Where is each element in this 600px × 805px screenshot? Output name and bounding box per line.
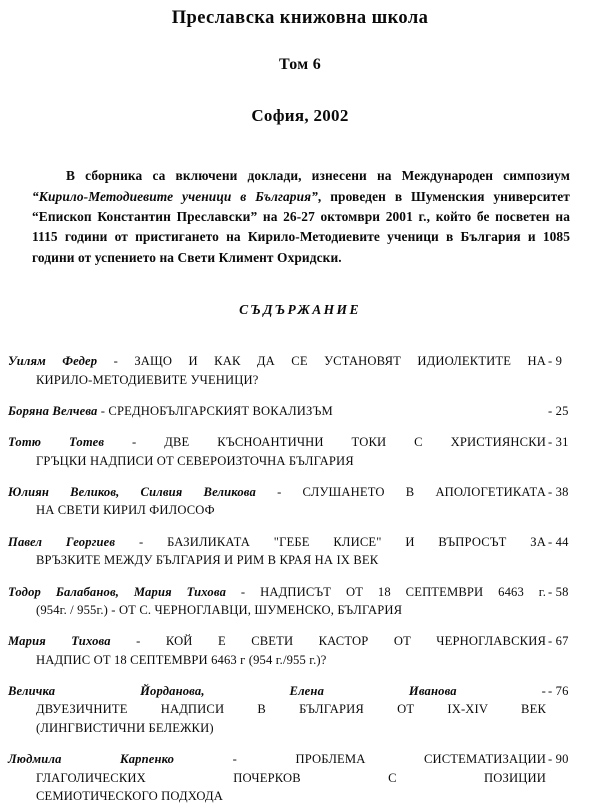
toc-entry-continuation-line (8, 551, 546, 569)
toc-entry-first-line (8, 632, 546, 650)
toc-entry-lines (8, 632, 546, 669)
toc-entry-continuation-line (8, 601, 546, 619)
toc-entry-title: ЗАЩО И КАК ДА СЕ УСТАНОВЯТ ИДИОЛЕКТИТЕ НА (134, 354, 546, 369)
toc-entry-author: Величка Йорданова, Елена Иванова (8, 684, 457, 699)
toc-entry-title: КИРИЛО-МЕТОДИЕВИТЕ УЧЕНИЦИ? (36, 372, 259, 387)
toc-entry-title: ДВУЕЗИЧНИТЕ НАДПИСИ В БЪЛГАРИЯ ОТ IX-XIV ВЕК (36, 702, 546, 717)
toc-entry-title: СЕМИОТИЧЕСКОГО ПОДХОДА (36, 788, 223, 803)
toc-entry[interactable] (8, 352, 592, 389)
toc-entry-title: (ЛИНГВИСТИЧНИ БЕЛЕЖКИ) (36, 720, 214, 735)
toc-entry-title: НАДПИС ОТ 18 СЕПТЕМВРИ 6463 г (954 г./955 г.)? (36, 652, 327, 667)
book-title: Преславска книжовна школа (171, 8, 429, 28)
toc-entry-title: СРЕДНОБЪЛГАРСКИЯТ ВОКАЛИЗЪМ (108, 403, 333, 418)
toc-entry-lines (8, 402, 546, 420)
toc-entry-dash: - (110, 634, 166, 649)
toc-entry-lines (8, 750, 546, 805)
toc-entry-title: (954г. / 955г.) - ОТ С. ЧЕРНОГЛАВЦИ, ШУМЕНСКО, БЪЛГАРИЯ (36, 602, 403, 617)
toc-entry[interactable] (8, 402, 592, 420)
toc-entry-author: Людмила Карпенко (8, 752, 175, 767)
toc-entry-continuation-line (8, 452, 546, 470)
toc-entry-dash: - (97, 403, 109, 418)
table-of-contents (8, 352, 592, 805)
toc-entry-first-line (8, 352, 546, 370)
toc-entry-title: БАЗИЛИКАТА "ГЕБЕ КЛИСЕ" И ВЪПРОСЪТ ЗА (167, 534, 546, 549)
toc-entry-title: ГЛАГОЛИЧЕСКИХ ПОЧЕРКОВ С ПОЗИЦИИ (36, 770, 546, 785)
toc-entry[interactable] (8, 682, 592, 737)
toc-entry-page-number: - 90 (548, 752, 569, 767)
toc-entry-dash: - (226, 584, 261, 599)
toc-entry-page-number: - 58 (548, 584, 569, 599)
toc-entry-first-line (8, 750, 546, 768)
toc-entry-title: ДВЕ КЪСНОАНТИЧНИ ТОКИ С ХРИСТИЯНСКИ (164, 435, 546, 450)
toc-entry-dash: - (97, 354, 135, 369)
place-year-label: София, 2002 (251, 106, 349, 126)
toc-entry-title: НА СВЕТИ КИРИЛ ФИЛОСОФ (36, 503, 215, 518)
toc-entry-author: Мария Тихова (8, 634, 111, 649)
toc-entry-lines (8, 483, 546, 520)
toc-entry-continuation-line (8, 719, 546, 737)
toc-entry-dash: - (456, 684, 546, 699)
toc-entry-first-line (8, 682, 546, 700)
toc-entry-dash: - (255, 485, 303, 500)
toc-entry-continuation-line (8, 700, 546, 718)
toc-entry-continuation-line (8, 371, 546, 389)
toc-entry-continuation-line (8, 787, 546, 805)
toc-entry-title: СЛУШАНЕТО В АПОЛОГЕТИКАТА (302, 485, 546, 500)
toc-entry-title: ГРЪЦКИ НАДПИСИ ОТ СЕВЕРОИЗТОЧНА БЪЛГАРИЯ (36, 453, 354, 468)
toc-entry[interactable] (8, 750, 592, 805)
toc-entry-dash: - (115, 534, 168, 549)
toc-entry-page-number: - 25 (548, 403, 569, 418)
toc-entry-author: Юлиян Великов, Силвия Великова (8, 485, 256, 500)
toc-entry-page-number: - 38 (548, 485, 569, 500)
abstract-text-part1: В сборника са включени доклади, изнесени на Международен симпозиум (66, 168, 570, 184)
toc-entry-dash: - (174, 752, 296, 767)
toc-entry[interactable] (8, 433, 592, 470)
toc-entry-author: Тодор Балабанов, Мария Тихова (8, 584, 227, 599)
volume-label: Том 6 (278, 56, 322, 74)
toc-entry-title: ПРОБЛЕМА СИСТЕМАТИЗАЦИИ (295, 752, 546, 767)
toc-entry-lines (8, 533, 546, 570)
toc-entry[interactable] (8, 632, 592, 669)
toc-entry-first-line (8, 533, 546, 551)
symposium-title: “Кирило-Методиевите ученици в България” (32, 188, 318, 204)
toc-entry-lines (8, 583, 546, 620)
toc-entry-lines (8, 433, 546, 470)
toc-entry-first-line (8, 402, 546, 420)
toc-entry-title: КОЙ Е СВЕТИ КАСТОР ОТ ЧЕРНОГЛАВСКИЯ (165, 634, 546, 649)
toc-entry-author: Тотю Тотев (8, 435, 105, 450)
toc-entry-first-line (8, 583, 546, 601)
toc-entry-page-number: - 76 (548, 684, 569, 699)
contents-heading: СЪДЪРЖАНИЕ (239, 302, 361, 318)
toc-entry-author: Уилям Федер (8, 354, 98, 369)
abstract-paragraph (8, 166, 592, 268)
toc-entry-page-number: - 31 (548, 435, 569, 450)
toc-entry-author: Павел Георгиев (8, 534, 116, 549)
toc-entry-first-line (8, 433, 546, 451)
toc-entry-dash: - (104, 435, 165, 450)
toc-entry-lines (8, 682, 546, 737)
toc-entry-first-line (8, 483, 546, 501)
toc-entry-continuation-line (8, 769, 546, 787)
toc-entry-page-number: - 44 (548, 534, 569, 549)
toc-entry-page-number: - 67 (548, 634, 569, 649)
masthead (8, 0, 592, 126)
toc-entry[interactable] (8, 483, 592, 520)
toc-entry[interactable] (8, 533, 592, 570)
toc-entry-continuation-line (8, 501, 546, 519)
toc-entry-author: Боряна Велчева (8, 403, 98, 418)
toc-entry-title: НАДПИСЪТ ОТ 18 СЕПТЕМВРИ 6463 г. (260, 584, 546, 599)
toc-entry-lines (8, 352, 546, 389)
toc-entry-continuation-line (8, 651, 546, 669)
toc-entry[interactable] (8, 583, 592, 620)
toc-entry-title: ВРЪЗКИТЕ МЕЖДУ БЪЛГАРИЯ И РИМ В КРАЯ НА IX ВЕК (36, 553, 379, 568)
abstract-text-part2: , проведен в Шуменския университет “Епископ Константин Преславски” на 26-27 октомври 2001 г., който бе посветен на 1115 години от пристигането на Кирило-Методиевите ученици в България и 1085 години от успението на Свети Климент Охридски. (32, 188, 570, 265)
toc-entry-page-number: - 9 (548, 354, 563, 369)
